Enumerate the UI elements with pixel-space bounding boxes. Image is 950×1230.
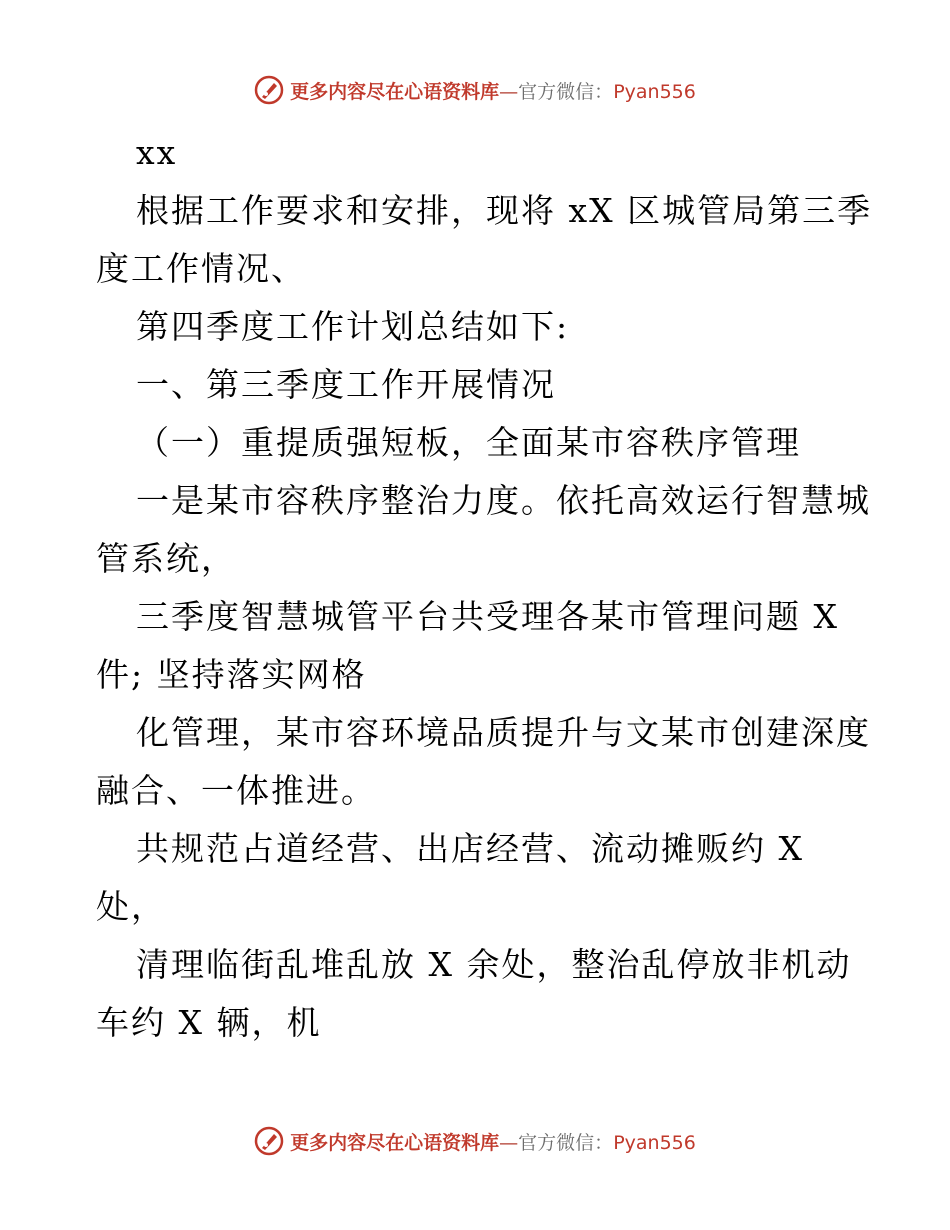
watermark-label: 官方微信： [518,80,614,103]
header-watermark [0,72,950,108]
body-line: 管系统， [96,539,236,578]
document-body [96,124,873,1052]
watermark-brand: 更多内容尽在心语资料库 [290,1131,500,1154]
body-line: 根据工作要求和安排，现将 xX 区城管局第三季 [136,191,873,230]
footer-watermark [0,1123,950,1159]
pen-nib-logo-icon [254,75,284,105]
body-line: 一是某市容秩序整治力度。依托高效运行智慧城 [136,481,871,520]
body-line: 度工作情况、 [96,249,306,288]
body-line: 三季度智慧城管平台共受理各某市管理问题 X [136,597,839,636]
watermark-dash: — [499,1131,519,1154]
pen-nib-logo-icon [254,1126,284,1156]
body-line: 共规范占道经营、出店经营、流动摊贩约 X [136,829,804,868]
body-line: 清理临街乱堆乱放 X 余处，整治乱停放非机动 [136,945,852,984]
section-heading: 一、第三季度工作开展情况 [136,365,556,404]
watermark-account: Pyan556 [613,80,696,103]
body-line: 融合、一体推进。 [96,771,376,810]
watermark-account: Pyan556 [613,1131,696,1154]
subsection-heading: （一）重提质强短板，全面某市容秩序管理 [136,423,801,462]
watermark-dash: — [499,80,519,103]
body-line: 处， [96,887,166,926]
body-line: 化管理，某市容环境品质提升与文某市创建深度 [136,713,871,752]
body-line: xx [136,133,178,172]
watermark-brand: 更多内容尽在心语资料库 [290,80,500,103]
body-line: 第四季度工作计划总结如下: [136,307,570,346]
body-line: 车约 X 辆，机 [96,1003,322,1042]
watermark-label: 官方微信： [518,1131,614,1154]
body-line: 件; 坚持落实网格 [96,655,367,694]
